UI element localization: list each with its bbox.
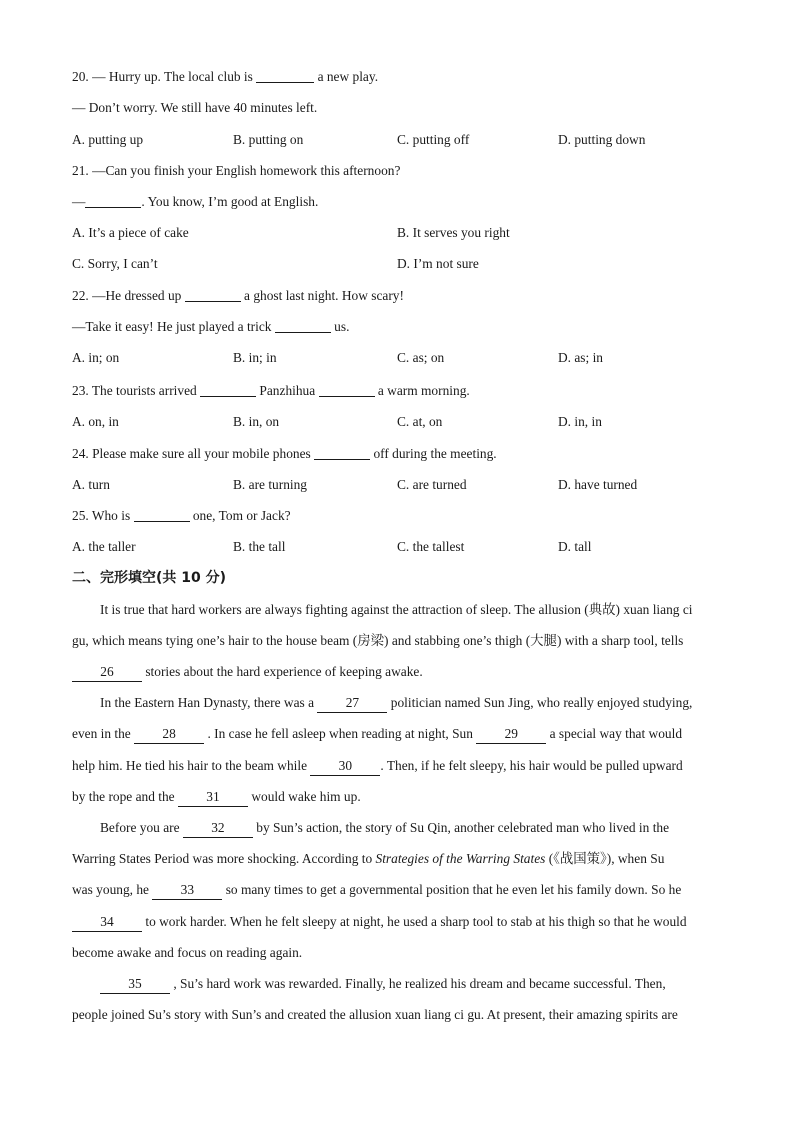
passage-p1-line1: It is true that hard workers are always fighting against the attraction of sleep. The allusion (典故) xuan liang ci [100,602,693,617]
passage-text: a special way that would [546,726,683,741]
answer-blank [275,319,331,333]
q22-option-c[interactable]: C. as; on [397,350,445,365]
q23-option-b[interactable]: B. in, on [233,414,280,429]
q24-option-b[interactable]: B. are turning [233,477,308,492]
blank-26[interactable] [72,663,142,682]
question-text: 23. The tourists arrived [72,383,201,398]
blank-number: 27 [345,695,360,710]
passage-text: In the Eastern Han Dynasty, there was a [100,695,318,710]
passage-p4-line2: people joined Su’s story with Sun’s and created the allusion xuan liang ci gu. At present, their amazing spirits are [72,1007,678,1022]
question-24-stem [72,445,497,463]
question-text: 22. —He dressed up [72,288,185,303]
passage-text: even in the [72,726,135,741]
passage-p1-line3 [72,663,714,682]
passage-p3-line1 [100,819,742,838]
passage-text: by the rope and the [72,789,178,804]
question-21-reply [72,193,318,211]
q21-option-b[interactable]: B. It serves you right [397,225,510,240]
answer-blank [256,69,314,83]
question-21-stem: 21. —Can you finish your English homework this afternoon? [72,163,401,178]
q20-option-a[interactable]: A. putting up [72,132,144,147]
question-text: 25. Who is [72,508,134,523]
q25-option-b[interactable]: B. the tall [233,539,286,554]
question-text: 24. Please make sure all your mobile phones [72,446,315,461]
blank-29[interactable] [476,725,546,744]
blank-number: 31 [206,789,220,804]
passage-text: would wake him up. [247,789,361,804]
passage-text: was young, he [72,882,153,897]
question-text: 20. — Hurry up. The local club is [72,69,257,84]
blank-number: 35 [128,976,142,991]
q25-option-d[interactable]: D. tall [558,539,592,554]
q25-option-a[interactable]: A. the taller [72,539,136,554]
passage-text: by Sun’s action, the story of Su Qin, another celebrated man who lived in the [252,820,670,835]
blank-31[interactable] [178,788,248,807]
passage-p2-line4 [72,788,714,807]
question-text: a warm morning. [374,383,470,398]
question-20-stem [72,68,378,86]
question-20-reply: — Don’t worry. We still have 40 minutes left. [72,100,318,115]
question-text: off during the meeting. [370,446,497,461]
q22-option-b[interactable]: B. in; in [233,350,277,365]
passage-p3-line5: become awake and focus on reading again. [72,945,303,960]
question-text: one, Tom or Jack? [189,508,291,523]
answer-blank [319,383,375,397]
passage-p3-line2 [72,850,714,868]
q23-option-c[interactable]: C. at, on [397,414,443,429]
section-title-cloze: 二、完形填空(共 10 分) [72,570,227,586]
passage-p2-line1 [100,694,742,713]
blank-32[interactable] [183,819,253,838]
passage-text: stories about the hard experience of keeping awake. [142,664,423,679]
passage-p3-line4 [72,913,714,932]
q24-option-a[interactable]: A. turn [72,477,110,492]
q21-option-d[interactable]: D. I’m not sure [397,256,479,271]
answer-blank [200,383,256,397]
answer-blank [185,288,241,302]
q24-option-d[interactable]: D. have turned [558,477,638,492]
passage-text: , Su’s hard work was rewarded. Finally, he realized his dream and became successful. Then, [170,976,666,991]
question-text: us. [330,319,350,334]
question-text: a ghost last night. How scary! [240,288,404,303]
blank-number: 33 [180,882,195,897]
q22-option-d[interactable]: D. as; in [558,350,604,365]
question-22-reply [72,318,349,336]
question-text: . You know, I’m good at English. [141,194,319,209]
blank-number: 32 [211,820,225,835]
blank-number: 30 [338,758,353,773]
passage-p1-line2: gu, which means tying one’s hair to the house beam (房梁) and stabbing one’s thigh (大腿) with a sharp tool, tells [72,633,684,648]
question-text: —Take it easy! He just played a trick [72,319,275,334]
passage-text: Warring States Period was more shocking. According to [72,851,376,866]
q21-option-c[interactable]: C. Sorry, I can’t [72,256,158,271]
passage-p4-line1 [100,975,742,994]
q23-option-d[interactable]: D. in, in [558,414,602,429]
q24-option-c[interactable]: C. are turned [397,477,467,492]
blank-number: 28 [162,726,176,741]
q20-option-d[interactable]: D. putting down [558,132,646,147]
passage-text: politician named Sun Jing, who really enjoyed studying, [387,695,693,710]
blank-number: 34 [100,914,114,929]
passage-p2-line3 [72,757,714,776]
question-text: Panzhihua [256,383,319,398]
passage-p3-line3 [72,881,714,900]
blank-35[interactable] [100,975,170,994]
passage-text: so many times to get a governmental position that he even let his family down. So he [222,882,682,897]
question-text: a new play. [314,69,379,84]
passage-text: to work harder. When he felt sleepy at night, he used a sharp tool to stab at his thigh so that he would [142,914,687,929]
blank-33[interactable] [152,881,222,900]
blank-number: 26 [100,664,114,679]
q23-option-a[interactable]: A. on, in [72,414,119,429]
book-title: Strategies of the Warring States [375,851,546,866]
answer-blank [134,508,190,522]
blank-28[interactable] [134,725,204,744]
q20-option-c[interactable]: C. putting off [397,132,470,147]
question-23-stem [72,382,470,400]
passage-text: Before you are [100,820,183,835]
blank-34[interactable] [72,913,142,932]
q25-option-c[interactable]: C. the tallest [397,539,465,554]
passage-text: . Then, if he felt sleepy, his hair would be pulled upward [380,758,683,773]
question-22-stem [72,287,404,305]
q21-option-a[interactable]: A. It’s a piece of cake [72,225,189,240]
blank-30[interactable] [310,757,380,776]
q22-option-a[interactable]: A. in; on [72,350,120,365]
blank-27[interactable] [317,694,387,713]
question-25-stem [72,507,291,525]
blank-number: 29 [504,726,518,741]
question-text: — [72,194,86,209]
passage-text: (《战国策》), when Su [545,851,665,866]
passage-p2-line2 [72,725,714,744]
answer-blank [314,446,370,460]
answer-blank [85,194,141,208]
passage-text: . In case he fell asleep when reading at night, Sun [204,726,477,741]
q20-option-b[interactable]: B. putting on [233,132,304,147]
passage-text: help him. He tied his hair to the beam while [72,758,311,773]
